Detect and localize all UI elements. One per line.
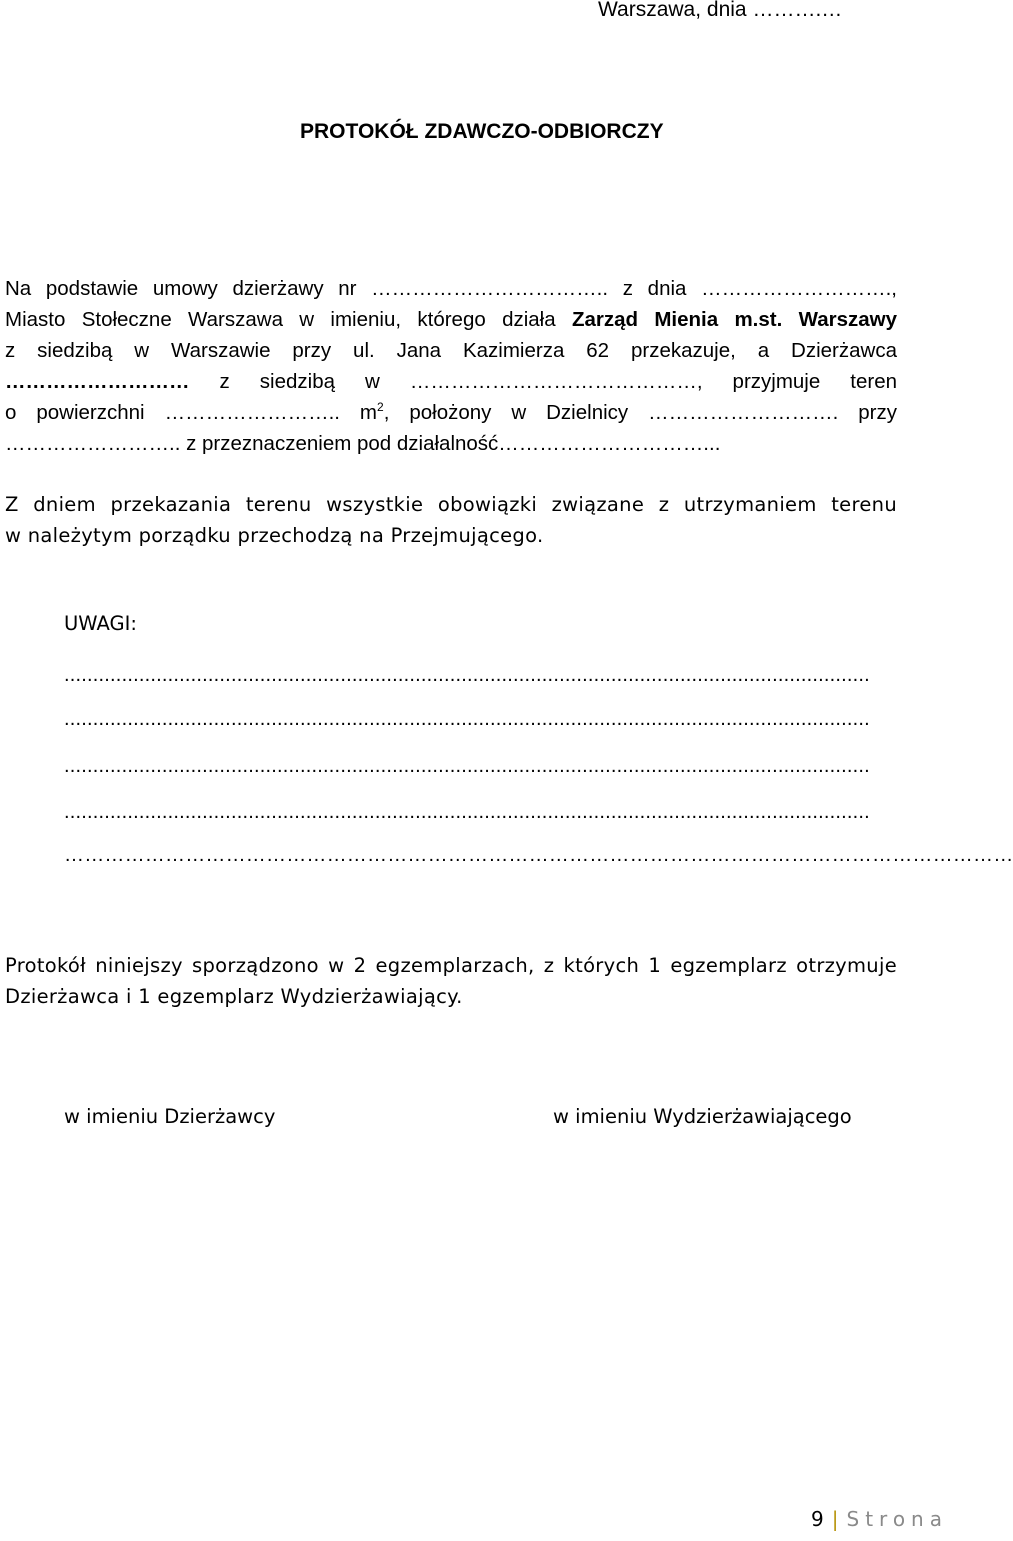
area-unit-exponent: 2 [377, 400, 384, 414]
intro-line-5 [5, 397, 897, 428]
page-footer [811, 1507, 948, 1531]
obligations-line-1: Z dniem przekazania terenu wszystkie obowiązki związane z utrzymaniem terenu [5, 493, 897, 516]
footer-separator: | [831, 1507, 839, 1531]
intro-line-2 [5, 304, 897, 335]
lessor-agency-name: Zarząd Mienia m.st. Warszawy [571, 308, 897, 331]
remarks-line-4: ............................................................................................................................................ [64, 801, 870, 823]
page-label: Strona [846, 1507, 948, 1531]
lessor-signature-label: w imieniu Wydzierżawiającego [553, 1105, 852, 1128]
copies-line-2: Dzierżawca i 1 egzemplarz Wydzierżawiający. [5, 985, 463, 1008]
copies-paragraph [5, 950, 897, 1012]
lessee-signature-label: w imieniu Dzierżawcy [64, 1105, 276, 1128]
intro-line-3: z siedzibą w Warszawie przy ul. Jana Kazimierza 62 przekazuje, a Dzierżawca [5, 339, 897, 362]
intro-paragraph [5, 273, 897, 459]
document-title: PROTOKÓŁ ZDAWCZO-ODBIORCZY [300, 120, 664, 143]
intro-line-1: Na podstawie umowy dzierżawy nr …………………………….. z dnia ………………………., [5, 277, 897, 300]
obligations-paragraph [5, 489, 897, 551]
remarks-label: UWAGI: [64, 612, 137, 635]
intro-line-4-text: z siedzibą w ……………………………………, przyjmuje teren [189, 370, 897, 393]
intro-line-6: …………………….. z przeznaczeniem pod działalność…………………………... [5, 432, 721, 455]
remarks-line-2: ............................................................................................................................................ [64, 708, 870, 730]
area-text: o powierzchni …………………….. m [5, 401, 377, 424]
copies-line-1: Protokół niniejszy sporządzono w 2 egzemplarzach, z których 1 egzemplarz otrzymuje [5, 954, 897, 977]
page-number: 9 [811, 1507, 824, 1531]
obligations-line-2: w należytym porządku przechodzą na Przejmującego. [5, 524, 544, 547]
remarks-line-3: ............................................................................................................................................ [64, 755, 870, 777]
district-text: , położony w Dzielnicy ………………………. przy [383, 401, 897, 424]
remarks-line-5: …………………………………………………………………………………………………………………………… [64, 844, 1013, 866]
place-date: Warszawa, dnia ……….… [598, 0, 843, 21]
intro-line-4 [5, 366, 897, 397]
intro-line-2-text: Miasto Stołeczne Warszawa w imieniu, którego działa [5, 308, 572, 331]
remarks-line-1: ............................................................................................................................................ [64, 664, 870, 686]
lessee-name-blank: ……………………… [5, 370, 190, 393]
